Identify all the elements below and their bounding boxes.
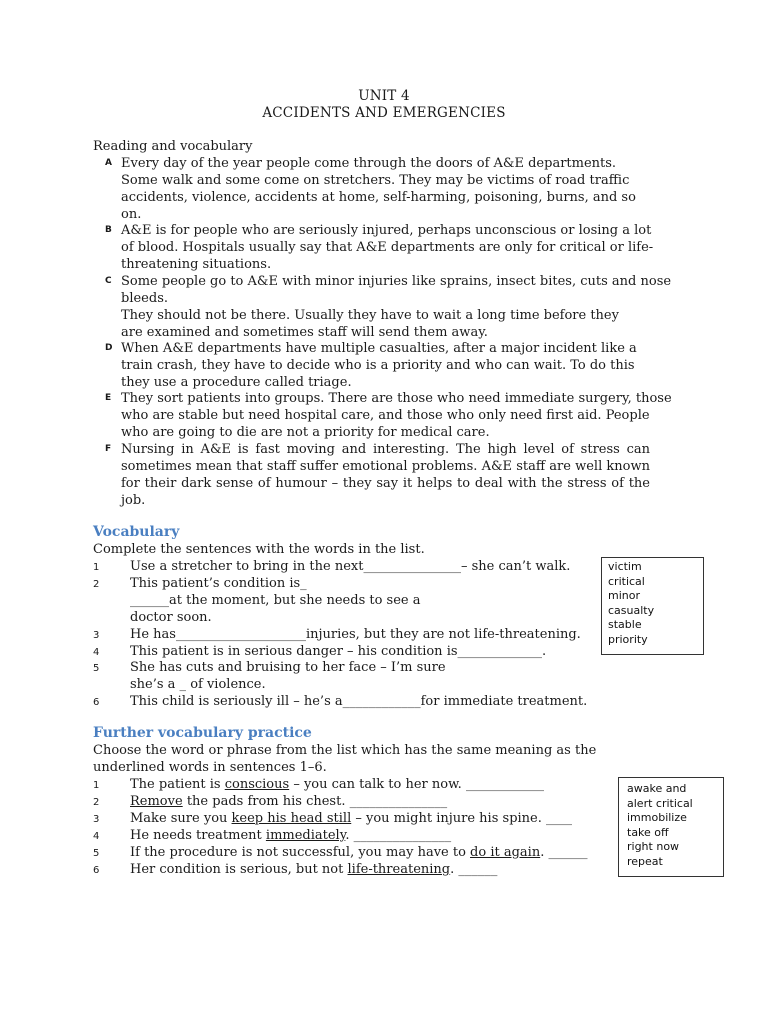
paragraph-line: sometimes mean that staff suffer emotional problems. A&E staff are well known	[121, 459, 650, 474]
item-text: Make sure you	[130, 811, 232, 826]
underlined-phrase: keep his head still	[231, 811, 352, 826]
paragraph-line: train crash, they have to decide who is a priority and who can wait. To do this	[121, 358, 635, 373]
vocabulary-word-list	[601, 557, 704, 655]
paragraph-line: job.	[121, 493, 146, 508]
word-list-item: awake and	[627, 782, 687, 795]
instruction-line: Choose the word or phrase from the list which has the same meaning as the	[93, 743, 597, 758]
paragraph-line: who are stable but need hospital care, and those who only need first aid. People	[121, 408, 650, 423]
further-practice-instruction	[93, 742, 596, 776]
item-text: He needs treatment	[130, 828, 266, 843]
paragraph-line: they use a procedure called triage.	[121, 375, 352, 390]
paragraph-line: for their dark sense of humour – they say it helps to deal with the stress of the	[121, 476, 650, 491]
paragraph-letter: B	[105, 225, 112, 235]
item-text: . _______________	[345, 828, 452, 843]
paragraph-line: on.	[121, 207, 142, 222]
item-text: . ______	[540, 845, 588, 860]
paragraph-line: accidents, violence, accidents at home, self-harming, poisoning, burns, and so	[121, 190, 636, 205]
vocabulary-instruction: Complete the sentences with the words in the list.	[93, 542, 425, 557]
unit-number: UNIT 4	[358, 88, 410, 104]
item-number: 2	[93, 797, 100, 808]
paragraph-line: A&E is for people who are seriously injured, perhaps unconscious or losing a lot	[121, 223, 652, 238]
underlined-phrase: life-threatening	[347, 862, 451, 877]
paragraph-line: Every day of the year people come through the doors of A&E departments.	[121, 156, 617, 171]
underlined-phrase: do it again	[470, 845, 541, 860]
item-number: 2	[93, 579, 100, 590]
paragraph-line: They should not be there. Usually they have to wait a long time before they	[121, 308, 619, 323]
word-list-item: stable	[608, 618, 642, 632]
item-text: the pads from his chest. _______________	[182, 794, 448, 809]
word-list-item: victim	[608, 560, 642, 573]
item-text: This patient’s condition is_	[130, 576, 307, 591]
word-list-item: take off	[627, 825, 669, 839]
item-number: 6	[93, 865, 100, 876]
paragraph-line: Some walk and some come on stretchers. They may be victims of road traffic	[121, 173, 630, 188]
paragraph-letter: A	[105, 158, 112, 168]
word-list-item: immobilize	[627, 811, 687, 825]
word-list-item: alert critical	[627, 796, 693, 810]
item-text: This child is seriously ill – he’s a____________for immediate treatment.	[130, 694, 588, 709]
item-number: 4	[93, 831, 100, 842]
paragraph-line: They sort patients into groups. There are those who need immediate surgery, those	[121, 391, 672, 406]
further-word-list	[618, 777, 724, 877]
word-list-item: minor	[608, 589, 640, 603]
paragraph-line: of blood. Hospitals usually say that A&E departments are only for critical or life-	[121, 240, 654, 255]
underlined-phrase: immediately	[265, 828, 346, 843]
item-text: If the procedure is not successful, you may have to	[130, 845, 471, 860]
item-text: – you can talk to her now. ____________	[289, 777, 544, 792]
item-text: The patient is	[130, 777, 225, 792]
item-number: 3	[93, 630, 100, 641]
paragraph-letter: C	[105, 276, 112, 286]
item-number: 5	[93, 848, 100, 859]
item-text: She has cuts and bruising to her face – I’m sure	[130, 660, 446, 675]
reading-heading: Reading and vocabulary	[93, 139, 253, 154]
word-list-item: right now	[627, 840, 680, 854]
item-number: 6	[93, 697, 100, 708]
paragraph-line: who are going to die are not a priority for medical care.	[121, 425, 490, 440]
word-list-item: priority	[608, 632, 648, 646]
item-text: doctor soon.	[130, 610, 212, 625]
item-number: 4	[93, 647, 100, 658]
item-text: she’s a _ of violence.	[130, 677, 266, 692]
paragraph-letter: D	[105, 343, 113, 353]
item-number: 3	[93, 814, 100, 825]
further-practice-heading: Further vocabulary practice	[93, 725, 312, 741]
underlined-phrase: Remove	[130, 794, 183, 809]
instruction-line: underlined words in sentences 1–6.	[93, 760, 327, 775]
item-text: ______at the moment, but she needs to see a	[130, 593, 421, 608]
item-text: He has____________________injuries, but they are not life-threatening.	[130, 627, 581, 642]
item-text: . ______	[450, 862, 498, 877]
paragraph-letter: F	[105, 444, 112, 454]
item-number: 1	[93, 780, 100, 791]
paragraph-line: Nursing in A&E is fast moving and interesting. The high level of stress can	[121, 442, 650, 457]
paragraph-line: threatening situations.	[121, 257, 272, 272]
paragraph-line: When A&E departments have multiple casualties, after a major incident like a	[121, 341, 637, 356]
item-number: 1	[93, 562, 100, 573]
item-text: Her condition is serious, but not	[130, 862, 348, 877]
item-text: – you might injure his spine. ____	[351, 811, 572, 826]
paragraph-letter: E	[105, 393, 112, 403]
underlined-phrase: conscious	[224, 777, 290, 792]
vocabulary-heading: Vocabulary	[93, 524, 180, 540]
paragraph-line: Some people go to A&E with minor injuries like sprains, insect bites, cuts and nose	[121, 274, 672, 289]
word-list-item: critical	[608, 574, 645, 588]
item-text: This patient is in serious danger – his condition is_____________.	[130, 644, 547, 659]
paragraph-line: bleeds.	[121, 291, 168, 306]
paragraph-line: are examined and sometimes staff will send them away.	[121, 325, 488, 340]
word-list-item: repeat	[627, 854, 663, 868]
unit-title: ACCIDENTS AND EMERGENCIES	[262, 105, 506, 121]
item-number: 5	[93, 663, 100, 674]
word-list-item: casualty	[608, 603, 655, 617]
item-text: Use a stretcher to bring in the next_______________– she can’t walk.	[130, 559, 571, 574]
